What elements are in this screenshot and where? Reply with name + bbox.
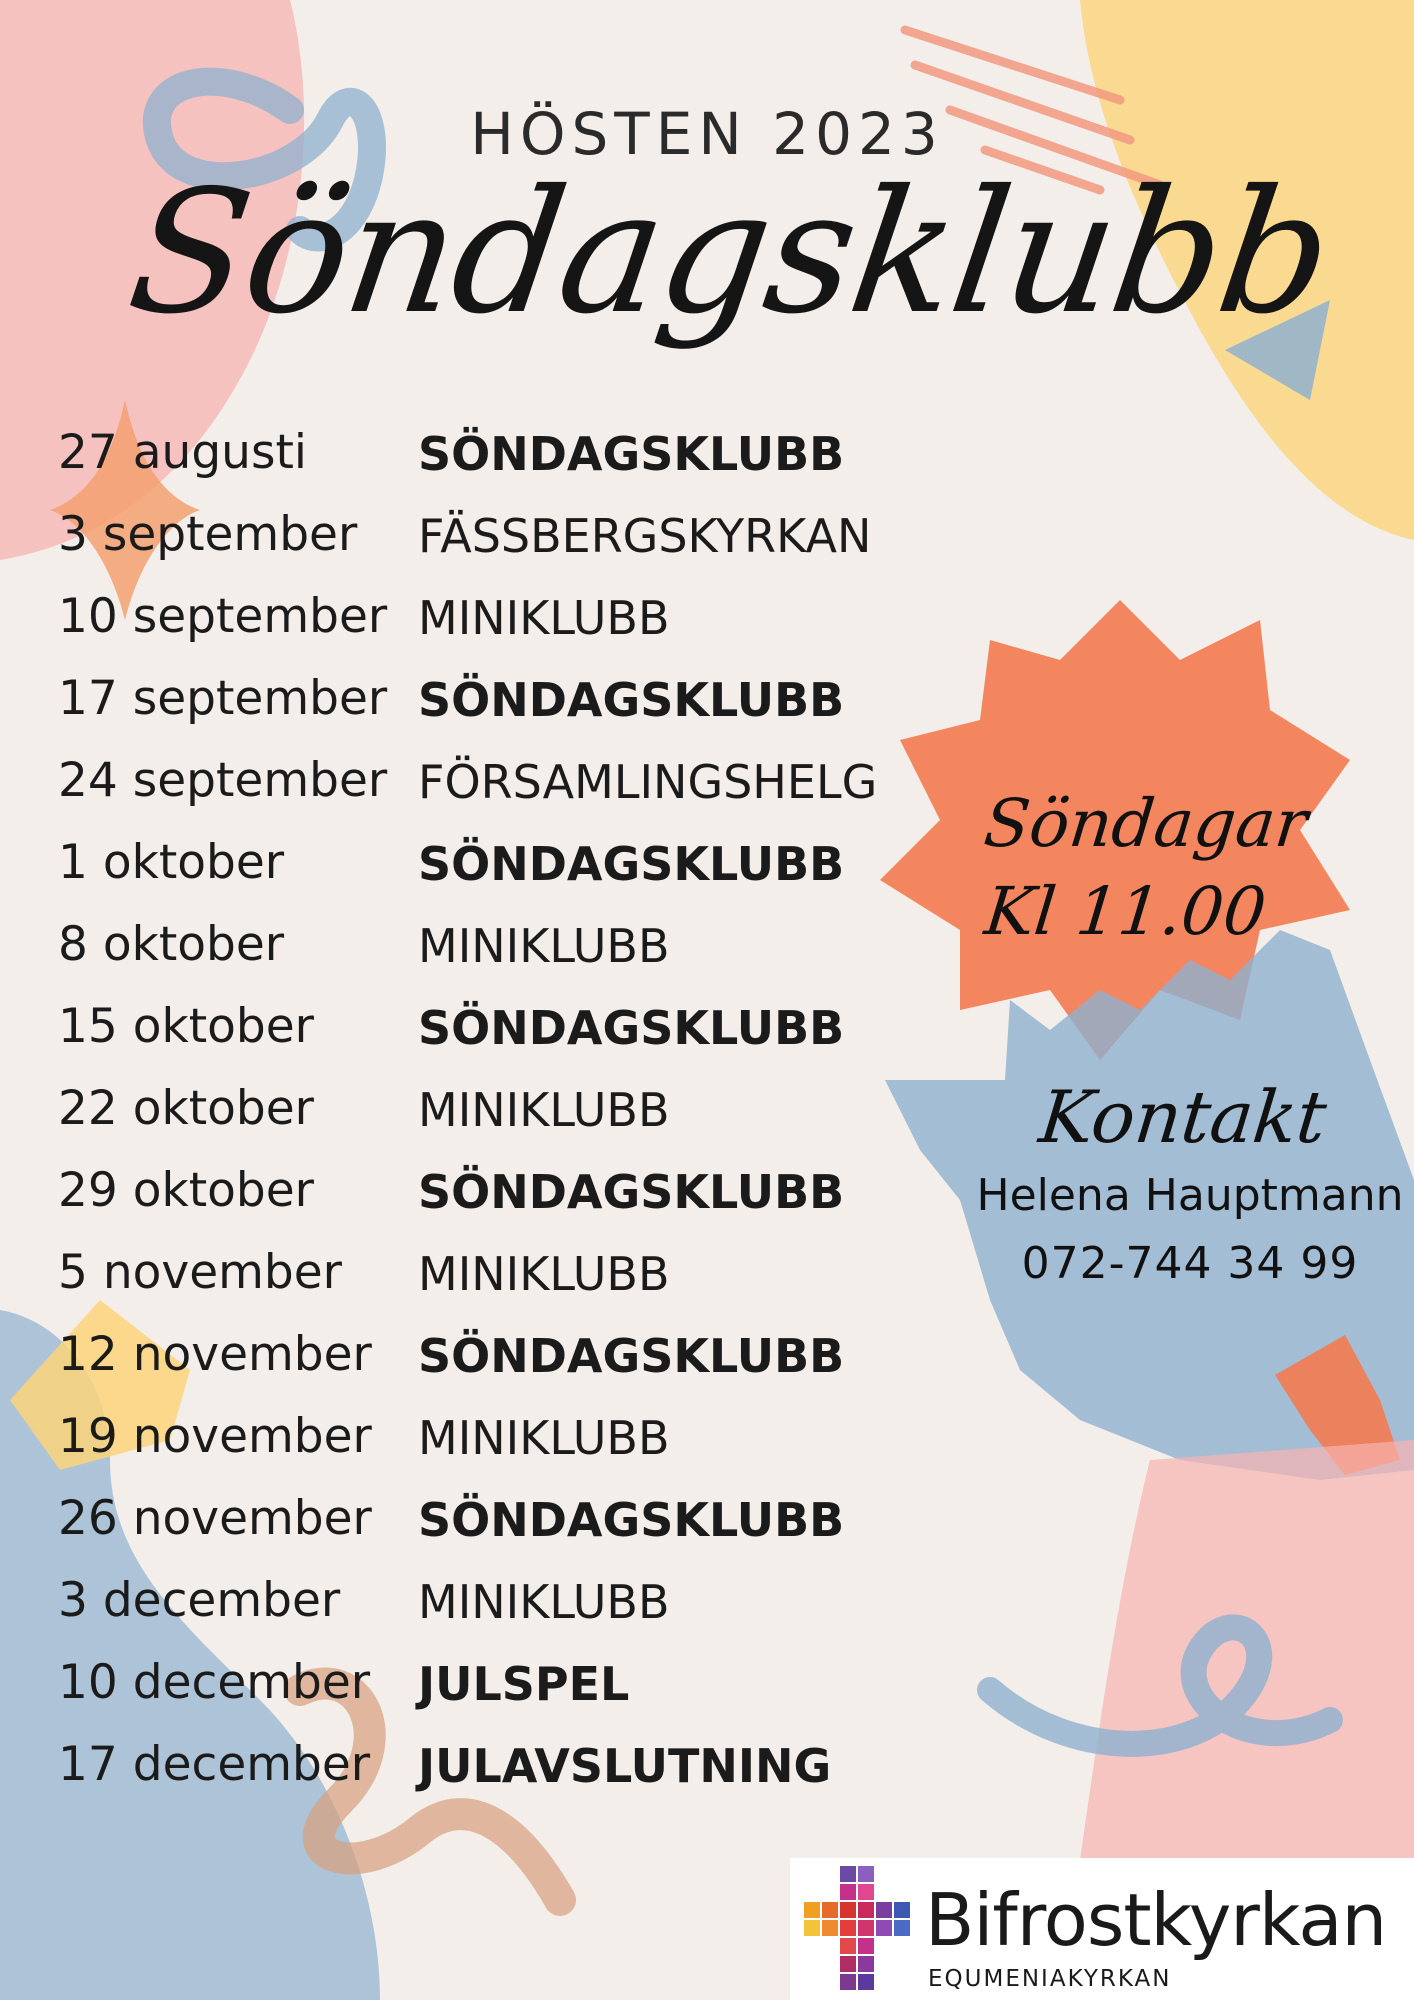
page-title: Söndagsklubb xyxy=(118,154,1342,352)
schedule-event: MINIKLUBB xyxy=(418,1083,670,1137)
schedule-date: 29 oktober xyxy=(58,1163,314,1218)
schedule-event: SÖNDAGSKLUBB xyxy=(418,1329,845,1383)
cross-logo-icon xyxy=(790,1858,920,2000)
schedule-date: 27 augusti xyxy=(58,425,307,480)
meeting-time-badge xyxy=(971,780,1311,956)
schedule-event: SÖNDAGSKLUBB xyxy=(418,427,845,481)
schedule-event: SÖNDAGSKLUBB xyxy=(418,1493,845,1547)
schedule-date: 3 september xyxy=(58,507,358,562)
schedule-event: FÖRSAMLINGSHELG xyxy=(418,755,878,809)
meeting-day: Söndagar xyxy=(980,785,1311,862)
church-logo xyxy=(790,1858,1414,2000)
schedule-event: SÖNDAGSKLUBB xyxy=(418,837,845,891)
schedule-event: MINIKLUBB xyxy=(418,1247,670,1301)
logo-name: Bifrostkyrkan xyxy=(925,1878,1387,1962)
schedule-date: 15 oktober xyxy=(58,999,314,1054)
schedule-event: SÖNDAGSKLUBB xyxy=(418,1001,845,1055)
contact-heading: Kontakt xyxy=(1035,1075,1331,1159)
schedule-event: FÄSSBERGSKYRKAN xyxy=(418,509,872,563)
schedule-date: 17 december xyxy=(58,1737,371,1792)
contact-phone: 072-744 34 99 xyxy=(1021,1238,1359,1289)
meeting-time: Kl 11.00 xyxy=(981,873,1270,950)
schedule-event: SÖNDAGSKLUBB xyxy=(418,673,845,727)
schedule-date: 10 september xyxy=(58,589,388,644)
schedule-event: JULAVSLUTNING xyxy=(418,1739,832,1793)
schedule-date: 3 december xyxy=(58,1573,341,1628)
season-subtitle: HÖSTEN 2023 xyxy=(470,100,944,168)
schedule-date: 1 oktober xyxy=(58,835,285,890)
schedule-date: 10 december xyxy=(58,1655,371,1710)
schedule-date: 12 november xyxy=(58,1327,372,1382)
schedule-date: 22 oktober xyxy=(58,1081,314,1136)
contact-name: Helena Hauptmann xyxy=(976,1170,1404,1221)
schedule-event: MINIKLUBB xyxy=(418,1411,670,1465)
logo-subtitle: EQUMENIAKYRKAN xyxy=(928,1966,1172,1992)
schedule-event: MINIKLUBB xyxy=(418,919,670,973)
schedule-date: 8 oktober xyxy=(58,917,285,972)
schedule-date: 26 november xyxy=(58,1491,372,1546)
schedule-date: 19 november xyxy=(58,1409,372,1464)
schedule-event: SÖNDAGSKLUBB xyxy=(418,1165,845,1219)
schedule-date: 17 september xyxy=(58,671,388,726)
schedule-date: 5 november xyxy=(58,1245,342,1300)
schedule-event: MINIKLUBB xyxy=(418,591,670,645)
schedule-event: JULSPEL xyxy=(418,1657,630,1711)
schedule-event: MINIKLUBB xyxy=(418,1575,670,1629)
schedule-date: 24 september xyxy=(58,753,388,808)
